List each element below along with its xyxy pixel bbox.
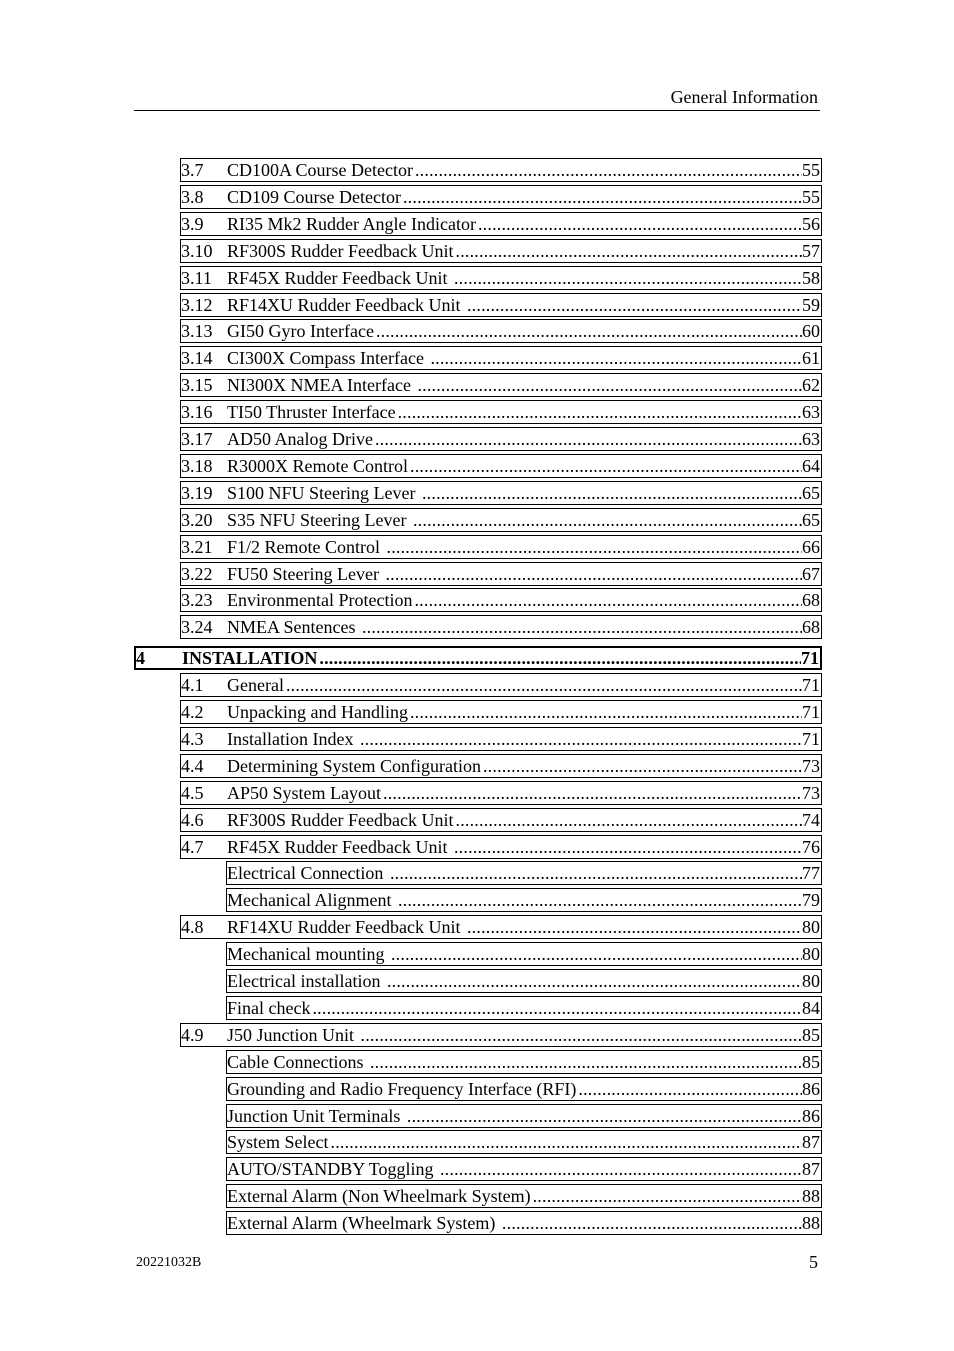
toc-entry-page: 76 [802,836,820,857]
toc-entry[interactable] [180,562,822,586]
toc-dot-leader [465,295,802,315]
toc-entry-page: 55 [802,186,820,207]
toc-entry-number: 3.18 [181,455,213,476]
toc-entry-title: S100 NFU Steering Lever [227,482,420,503]
toc-entry-title: NI300X NMEA Interface [227,375,416,396]
toc-entry-title: Grounding and Radio Frequency Interface (RFI) [227,1078,577,1099]
toc-entry-page: 73 [802,782,820,803]
toc-entry-page: 71 [802,728,820,749]
toc-entry-title: CD100A Course Detector [227,160,413,180]
toc-entry-number: 4.4 [181,755,204,776]
toc-entry-page: 67 [802,563,820,584]
toc-entry-title: R3000X Remote Control [227,455,408,476]
toc-entry-number: 3.14 [181,348,213,369]
footer-page-number: 5 [809,1252,818,1272]
toc-dot-leader [383,564,802,584]
toc-dot-leader [401,187,802,207]
toc-entry-title: RF45X Rudder Feedback Unit [227,267,452,288]
toc-entry-title: Electrical Connection [227,863,388,884]
toc-dot-leader [454,810,803,830]
toc-entry-page: 80 [802,971,820,991]
toc-entry-title: AD50 Analog Drive [227,429,373,449]
toc-entry[interactable] [226,942,822,966]
toc-entry-title: INSTALLATION [182,648,318,669]
toc-dot-leader [438,1159,802,1179]
toc-entry-title: FU50 Steering Lever [227,563,384,584]
toc-entry-title: J50 Junction Unit [227,1024,359,1045]
toc-entry-page: 86 [802,1105,820,1126]
toc-entry-page: 60 [802,321,820,342]
toc-dot-leader [310,998,802,1018]
toc-entry[interactable] [180,700,822,724]
toc-entry-title: CI300X Compass Interface [227,348,429,369]
toc-entry[interactable] [226,888,822,912]
toc-entry-page: 87 [802,1132,820,1153]
toc-entry-page: 61 [802,348,820,369]
toc-dot-leader [420,483,802,503]
toc-entry-title: Electrical installation [227,971,385,991]
toc-entry-number: 3.9 [181,213,204,234]
toc-entry-title: RF45X Rudder Feedback Unit [227,836,452,857]
toc-dot-leader [415,375,802,395]
toc-entry-page: 63 [802,402,820,423]
toc-entry-number: 3.12 [181,294,213,315]
toc-entry[interactable] [180,212,822,236]
toc-entry-title: Environmental Protection [227,590,413,611]
toc-entry[interactable] [180,185,822,209]
toc-entry-page: 68 [802,590,820,611]
toc-entry[interactable] [180,454,822,478]
toc-entry-number: 4.6 [181,809,204,830]
toc-entry-number: 4.3 [181,728,204,749]
footer-doc-number: 20221032B [136,1255,202,1270]
toc-entry[interactable] [180,400,822,424]
toc-entry-number: 3.23 [181,590,213,611]
toc-entry-page: 84 [802,997,820,1018]
toc-entry[interactable] [226,1130,822,1154]
toc-entry-number: 3.16 [181,402,213,423]
toc-entry-page: 66 [802,536,820,557]
toc-entry-number: 3.8 [181,186,204,207]
toc-entry-title: Unpacking and Handling [227,702,408,722]
toc-entry-number: 3.19 [181,482,213,503]
toc-entry-title: AUTO/STANDBY Toggling [227,1159,438,1180]
toc-entry-page: 85 [802,1051,820,1072]
toc-entry-title: System Select [227,1132,329,1153]
toc-dot-leader [385,971,802,991]
toc-entry-title: RI35 Mk2 Rudder Angle Indicator [227,213,476,234]
toc-entry[interactable] [226,861,822,885]
toc-entry-title: GI50 Gyro Interface [227,321,374,342]
toc-dot-leader [531,1186,802,1206]
toc-dot-leader [413,160,802,180]
toc-entry-page: 56 [802,213,820,234]
toc-entry-number: 4.8 [181,917,204,938]
toc-entry[interactable] [180,158,822,182]
toc-entry-page: 79 [802,890,820,911]
toc-entry-page: 87 [802,1159,820,1180]
toc-entry[interactable] [226,969,822,993]
toc-entry-title: General [227,675,284,696]
toc-entry-number: 3.10 [181,240,213,261]
toc-entry-title: RF14XU Rudder Feedback Unit [227,294,465,315]
toc-entry[interactable] [180,319,822,343]
toc-entry-page: 80 [802,917,820,938]
toc-entry-title: Cable Connections [227,1051,368,1072]
toc-entry[interactable] [180,754,822,778]
toc-dot-leader [373,429,802,449]
toc-entry-number: 4.5 [181,782,204,803]
toc-dot-leader [476,214,802,234]
toc-dot-leader [405,1106,802,1126]
toc-dot-leader [317,648,801,668]
toc-dot-leader [411,510,802,530]
toc-entry-page: 68 [802,617,820,638]
toc-entry[interactable] [180,588,822,612]
toc-entry[interactable] [180,673,822,697]
toc-entry-number: 3.15 [181,375,213,396]
toc-entry[interactable] [226,1157,822,1181]
toc-entry[interactable] [226,1050,822,1074]
toc-entry-title: TI50 Thruster Interface [227,402,396,423]
toc-entry[interactable] [180,915,822,939]
toc-dot-leader [359,1025,802,1045]
toc-entry[interactable] [180,293,822,317]
toc-entry-number: 4.1 [181,675,204,696]
toc-entry-number: 3.7 [181,160,204,180]
toc-dot-leader [284,675,802,695]
toc-entry-page: 88 [802,1213,820,1234]
toc-dot-leader [408,456,802,476]
toc-dot-leader [374,321,802,341]
toc-dot-leader [500,1213,802,1233]
toc-entry-page: 88 [802,1186,820,1207]
toc-entry-title: External Alarm (Non Wheelmark System) [227,1186,531,1207]
toc-entry-page: 74 [802,809,820,830]
toc-entry-page: 64 [802,455,820,476]
toc-entry[interactable] [180,808,822,832]
toc-dot-leader [408,702,802,722]
toc-dot-leader [388,863,802,883]
toc-entry-title: RF14XU Rudder Feedback Unit [227,917,465,938]
toc-entry[interactable] [226,996,822,1020]
toc-entry-number: 3.21 [181,536,213,557]
toc-entry-number: 4.2 [181,702,204,722]
toc-entry-number: 3.17 [181,429,213,449]
toc-entry[interactable] [180,781,822,805]
toc-entry-title: Determining System Configuration [227,755,481,776]
toc-dot-leader [452,268,802,288]
toc-dot-leader [381,783,802,803]
toc-entry-number: 4.7 [181,836,204,857]
toc-entry[interactable] [226,1184,822,1208]
toc-entry-title: Mechanical Alignment [227,890,396,911]
toc-entry-title: Mechanical mounting [227,944,389,965]
toc-entry[interactable] [180,346,822,370]
toc-dot-leader [481,756,802,776]
toc-entry-title: AP50 System Layout [227,782,382,803]
toc-entry-page: 73 [802,755,820,776]
toc-entry[interactable] [180,835,822,859]
toc-entry-number: 3.20 [181,509,213,530]
toc-entry[interactable] [180,1023,822,1047]
toc-entry-title: External Alarm (Wheelmark System) [227,1213,500,1234]
toc-entry-title: CD109 Course Detector [227,186,401,207]
toc-dot-leader [576,1079,802,1099]
toc-dot-leader [396,890,802,910]
toc-entry-page: 71 [801,648,819,669]
toc-entry-page: 65 [802,509,820,530]
toc-entry[interactable] [180,427,822,451]
toc-dot-leader [396,402,802,422]
toc-entry-title: RF300S Rudder Feedback Unit [227,240,454,261]
toc-entry-title: RF300S Rudder Feedback Unit [227,809,454,830]
toc-entry-title: Junction Unit Terminals [227,1105,405,1126]
toc-entry-title: NMEA Sentences [227,617,360,638]
toc-entry-title: S35 NFU Steering Lever [227,509,411,530]
toc-entry-page: 58 [802,267,820,288]
toc-entry[interactable] [180,615,822,639]
toc-entry-number: 3.24 [181,617,213,638]
toc-entry-title: Final check [227,997,311,1018]
toc-entry-number: 3.13 [181,321,213,342]
toc-entry[interactable] [180,727,822,751]
toc-entry[interactable] [180,535,822,559]
toc-entry-page: 62 [802,375,820,396]
toc-dot-leader [412,590,802,610]
toc-entry[interactable] [226,1104,822,1128]
toc-entry-title: F1/2 Remote Control [227,536,385,557]
toc-entry-page: 55 [802,160,820,180]
toc-entry[interactable] [180,239,822,263]
toc-dot-leader [428,348,802,368]
toc-entry-page: 65 [802,482,820,503]
toc-entry[interactable] [226,1211,822,1235]
toc-entry-page: 86 [802,1078,820,1099]
toc-entry-number: 4.9 [181,1024,204,1045]
toc-dot-leader [385,537,803,557]
toc-entry-page: 77 [802,863,820,884]
toc-entry-number: 3.11 [181,267,212,288]
toc-dot-leader [465,917,802,937]
toc-dot-leader [329,1132,803,1152]
header-title: General Information [670,87,818,107]
toc-entry-page: 85 [802,1024,820,1045]
toc-entry-page: 63 [802,429,820,449]
toc-entry[interactable] [226,1077,822,1101]
toc-dot-leader [358,729,802,749]
toc-entry[interactable] [180,373,822,397]
toc-entry-page: 57 [802,240,820,261]
toc-entry-page: 80 [802,944,820,965]
toc-entry-page: 59 [802,294,820,315]
toc-dot-leader [368,1052,802,1072]
toc-entry-number: 3.22 [181,563,213,584]
toc-dot-leader [454,241,803,261]
toc-dot-leader [389,944,802,964]
toc-entry[interactable] [180,266,822,290]
toc-entry[interactable] [180,508,822,532]
toc-entry-page: 71 [802,675,820,696]
toc-entry[interactable] [134,646,822,670]
toc-entry-page: 71 [802,702,820,722]
toc-dot-leader [452,837,802,857]
toc-entry-number: 4 [136,648,145,669]
toc-entry-title: Installation Index [227,728,358,749]
toc-dot-leader [360,617,802,637]
toc-entry[interactable] [180,481,822,505]
